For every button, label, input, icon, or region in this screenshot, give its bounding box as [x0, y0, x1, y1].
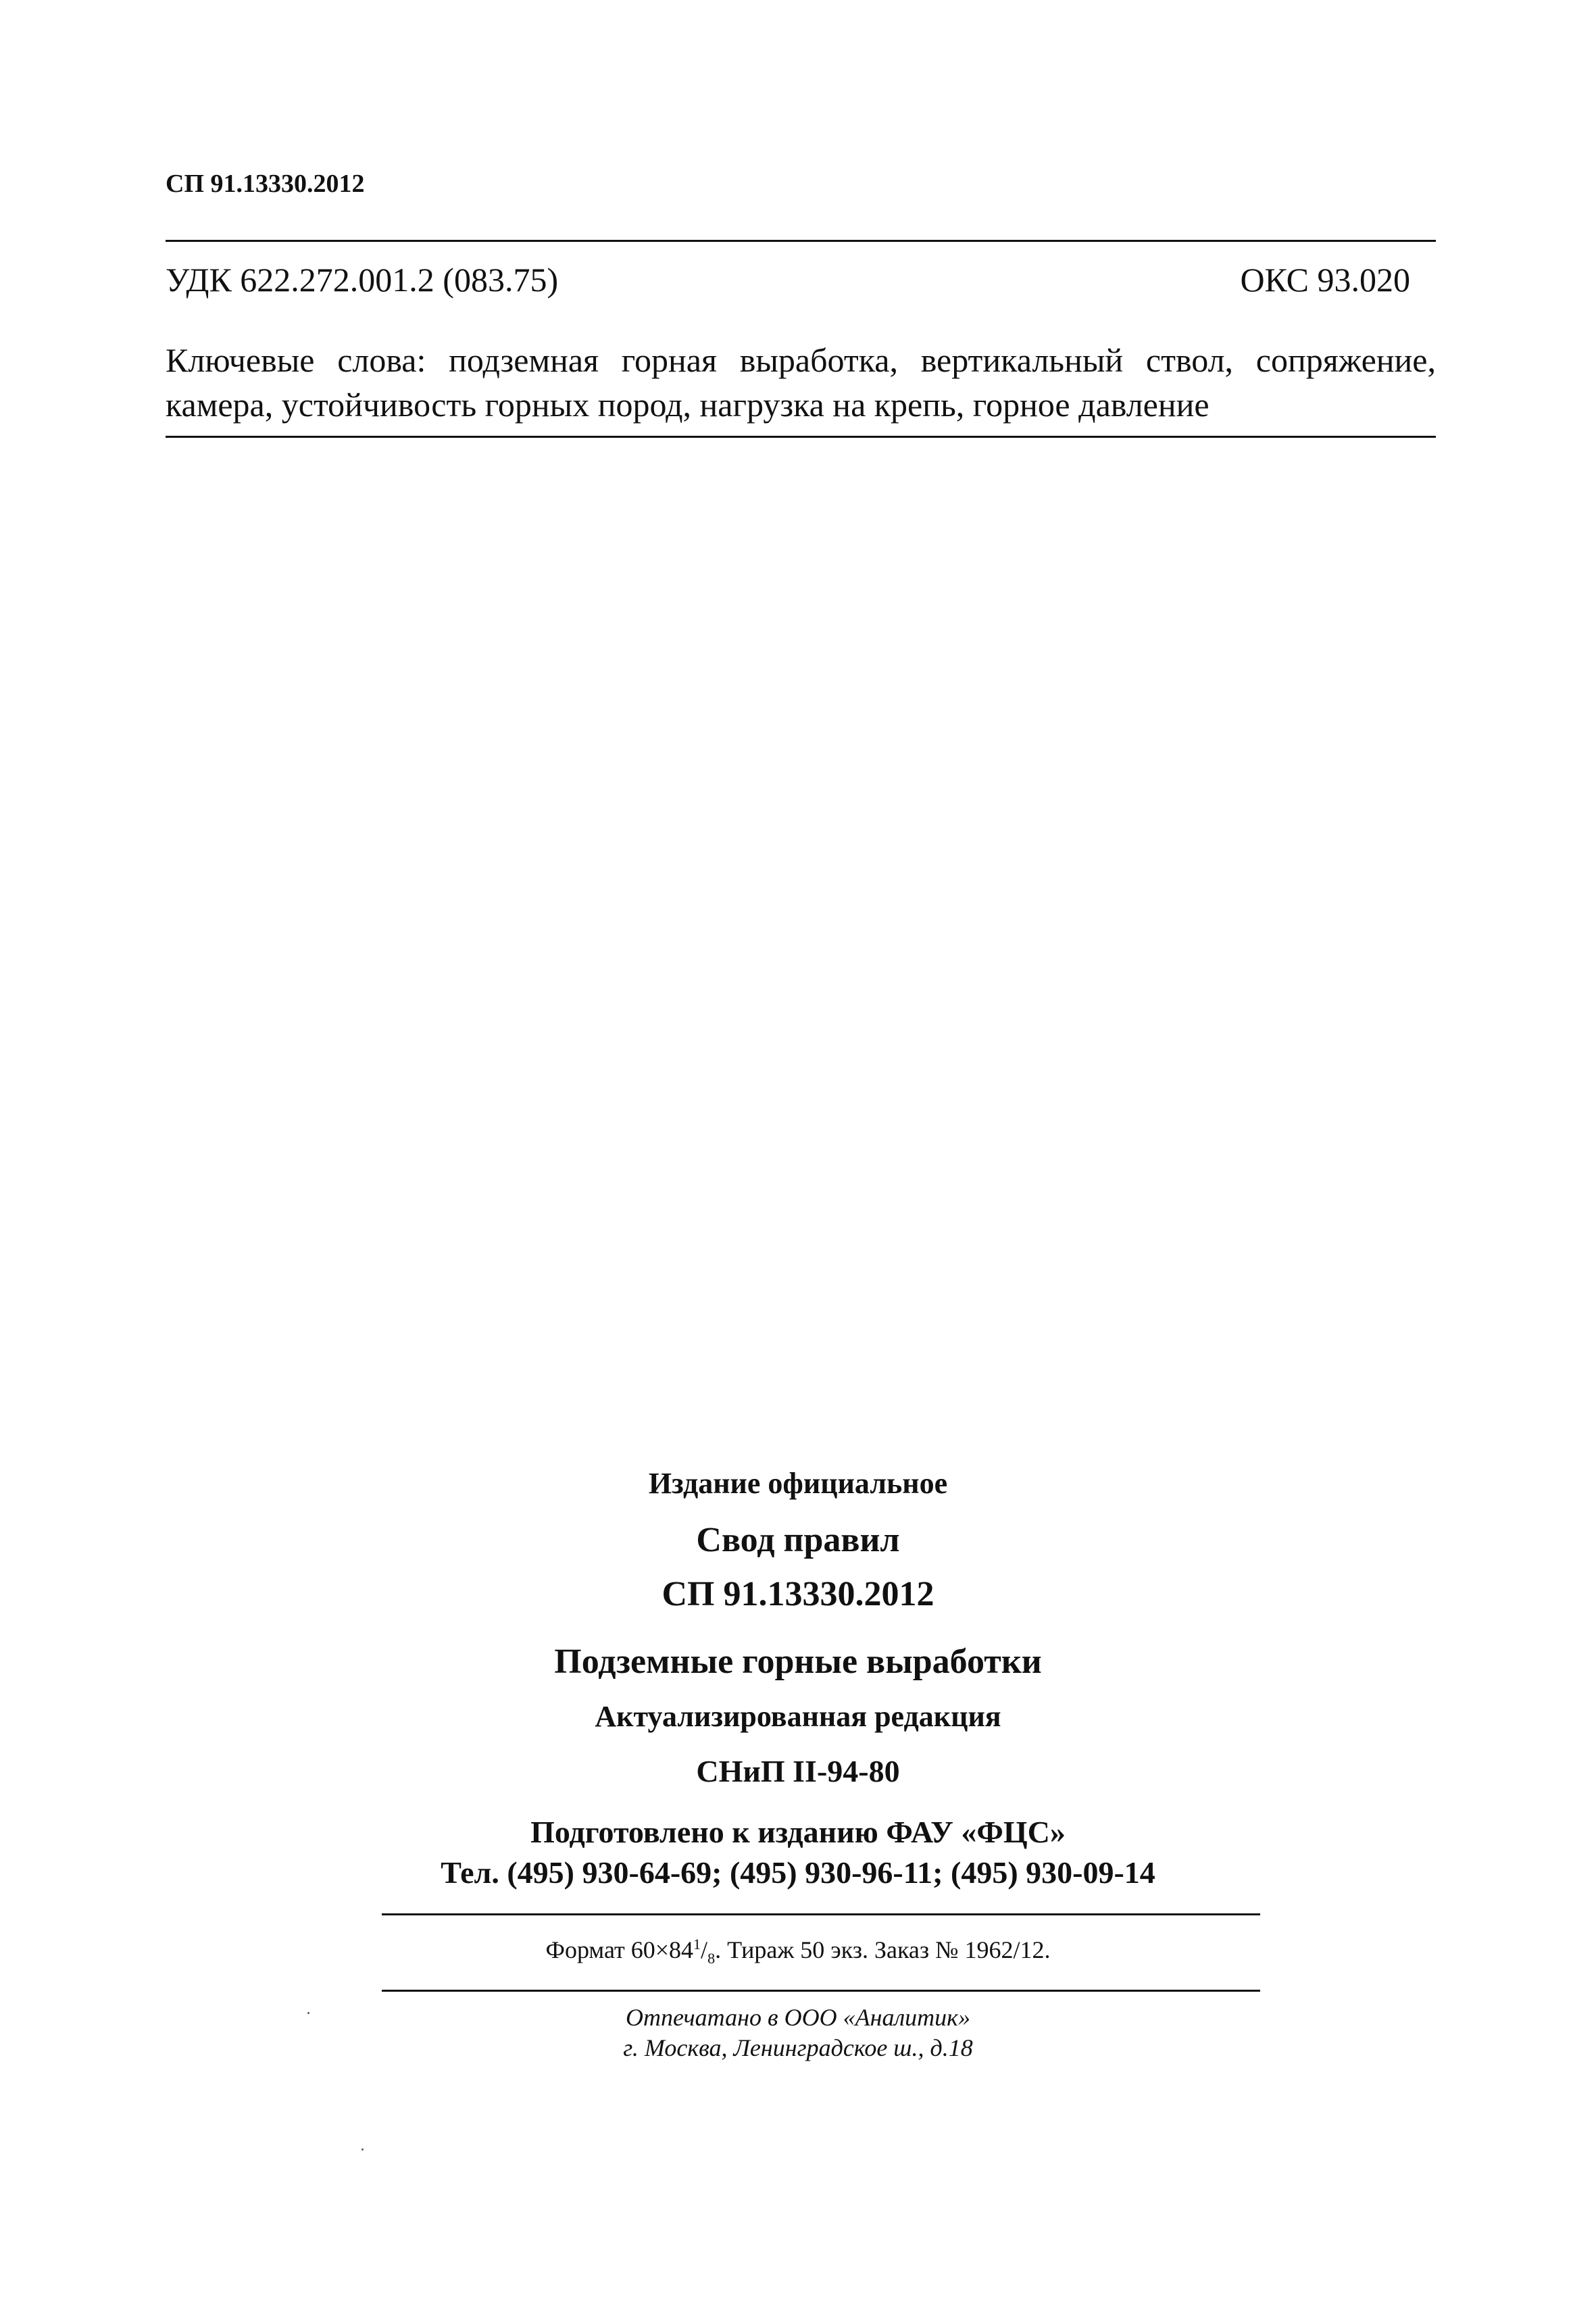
udk-code: УДК 622.272.001.2 (083.75): [166, 261, 559, 299]
keywords-paragraph: Ключевые слова: подземная горная выработка, вертикальный ствол, сопряжение, камера, устойчивость горных пород, нагрузка на крепь, горное давление: [166, 341, 1436, 424]
code-of-rules-heading: Свод правил: [696, 1521, 900, 1559]
format-subscript: 8: [707, 1950, 716, 1967]
edition-official: Издание официальное: [648, 1467, 948, 1500]
snip-code: СНиП II-94-80: [696, 1754, 900, 1788]
scan-speck: [361, 2148, 364, 2150]
imprint-document-code: СП 91.13330.2012: [662, 1575, 934, 1613]
revision-label: Актуализированная редакция: [595, 1700, 1001, 1733]
print-format-line: Формат $60\times 84^1/_8$. Тираж 50 экз. Заказ № 1962/12.: [545, 1936, 1051, 1967]
document-code-header: СП 91.13330.2012: [166, 170, 365, 198]
oks-code: ОКС 93.020: [1240, 261, 1410, 299]
prepared-by: Подготовлено к изданию ФАУ «ФЦС»: [530, 1815, 1066, 1849]
scan-speck: [307, 2012, 309, 2014]
divider-print-bottom: [382, 1990, 1260, 1992]
format-prefix: Формат 60×84: [545, 1936, 694, 1963]
format-suffix: . Тираж 50 экз. Заказ № 1962/12.: [715, 1936, 1051, 1963]
divider-keywords: [166, 436, 1436, 438]
format-superscript: 1: [693, 1936, 701, 1953]
printed-at: Отпечатано в ООО «Аналитик»: [626, 2004, 970, 2031]
document-title: Подземные горные выработки: [554, 1642, 1042, 1681]
divider-top: [166, 240, 1436, 242]
divider-print-top: [382, 1913, 1260, 1915]
phone-numbers: Тел. (495) 930-64-69; (495) 930-96-11; (495) 930-09-14: [441, 1855, 1155, 1890]
printer-address: г. Москва, Ленинградское ш., д.18: [623, 2034, 973, 2061]
